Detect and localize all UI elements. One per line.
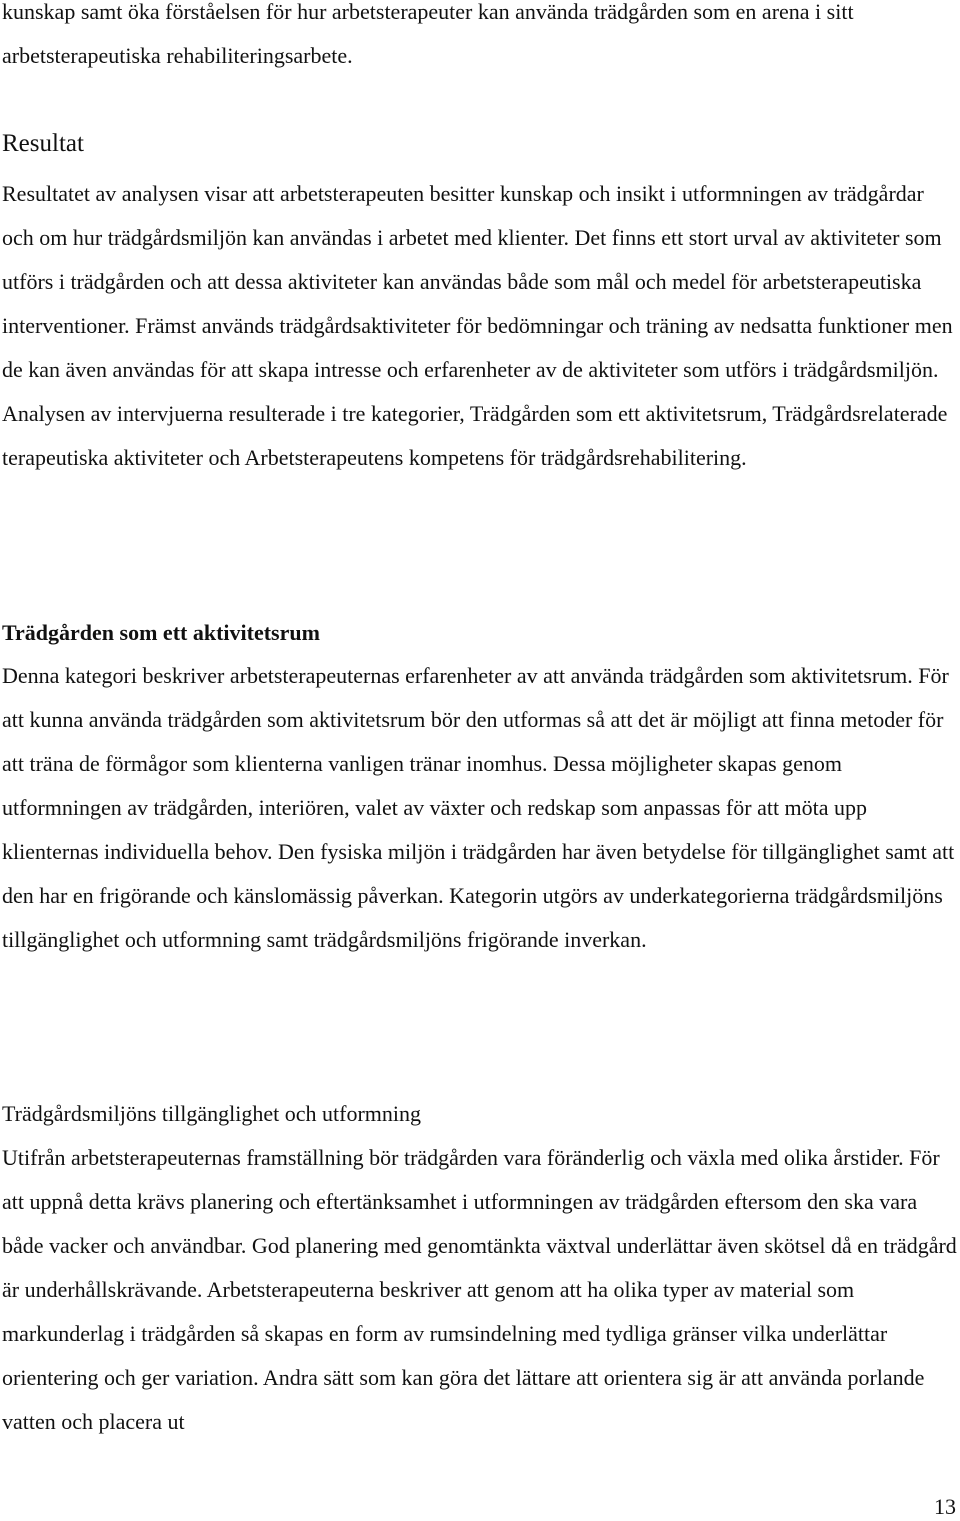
page-number: 13 [934,1494,956,1519]
category-paragraph: Denna kategori beskriver arbetsterapeuternas erfarenheter av att använda trädgården som aktivitetsrum. För att kunna använda trädgården som aktivitetsrum bör den utformas så att det är möjligt att finna metoder för att träna de förmågor som klienterna vanligen tränar inomhus. Dessa möjligheter skapas genom utformningen av trädgården, interiören, valet av växter och redskap som anpassas för att möta upp klienternas individuella behov. Den fysiska miljön i trädgården har även betydelse för tillgänglighet samt att den har en frigörande och känslomässig påverkan. Kategorin utgörs av underkategorierna trädgårdsmiljöns tillgänglighet och utformning samt trädgårdsmiljöns frigörande inverkan. [2,663,955,952]
subcategory-heading: Trädgårdsmiljöns tillgänglighet och utformning [2,1101,421,1126]
resultat-paragraph: Resultatet av analysen visar att arbetsterapeuten besitter kunskap och insikt i utformningen av trädgårdar och om hur trädgårdsmiljön kan användas i arbetet med klienter. Det finns ett stort urval av aktiviteter som utförs i trädgården och att dessa aktiviteter kan användas både som mål och medel för arbetsterapeutiska interventioner. Främst används trädgårdsaktiviteter för bedömningar och träning av nedsatta funktioner men de kan även användas för att skapa intresse och erfarenheter av de aktiviteter som utförs i trädgårdsmiljön. Analysen av intervjuerna resulterade i tre kategorier, Trädgården som ett aktivitetsrum, Trädgårdsrelaterade terapeutiska aktiviteter och Arbetsterapeutens kompetens för trädgårdsrehabilitering. [2,181,953,470]
section-heading-resultat: Resultat [2,130,84,157]
subcategory-paragraph: Utifrån arbetsterapeuternas framställning bör trädgården vara föränderlig och växla med olika årstider. För att uppnå detta krävs planering och eftertänksamhet i utformningen av trädgården eftersom den ska vara både vacker och användbar. God planering med genomtänkta växtval underlättar även skötsel då en trädgård är underhållskrävande. Arbetsterapeuterna beskriver att genom att ha olika typer av material som markunderlag i trädgården så skapas en form av rumsindelning med tydliga gränser vilka underlättar orientering och ger variation. Andra sätt som kan göra det lättare att orientera sig är att använda porlande vatten och placera ut [2,1145,957,1434]
intro-paragraph: kunskap samt öka förståelsen för hur arbetsterapeuter kan använda trädgården som en arena i sitt arbetsterapeutiska rehabiliteringsarbete. [2,0,854,68]
category-heading: Trädgården som ett aktivitetsrum [2,620,320,645]
